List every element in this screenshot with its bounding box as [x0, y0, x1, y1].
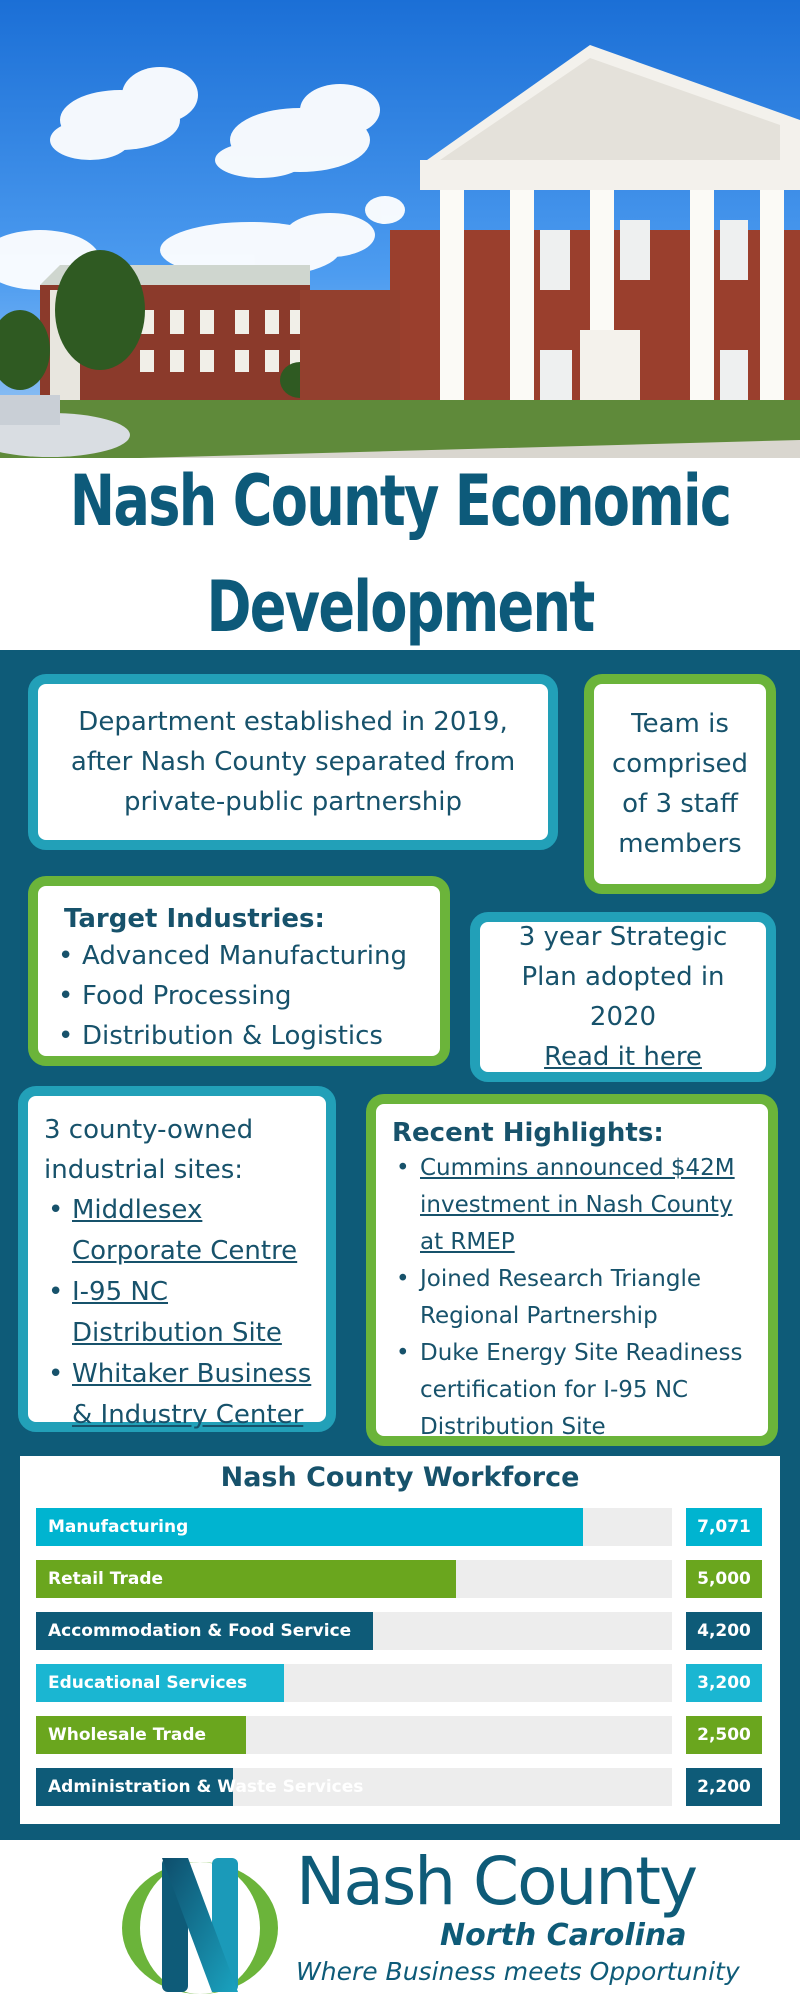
chart-bar-label: Accommodation & Food Service — [48, 1621, 352, 1641]
established-text: Department established in 2019, after Nash County separated from private-public partnership — [70, 707, 516, 817]
chart-bar-value: 2,500 — [686, 1716, 762, 1754]
hero-photo-courthouse — [0, 0, 800, 458]
chart-bar-label: Administration & Waste Services — [48, 1777, 364, 1797]
team-text: Team is comprised of 3 staff members — [612, 709, 748, 859]
chart-bar-value: 7,071 — [686, 1508, 762, 1546]
site-link-middlesex[interactable]: Middlesex Corporate Centre — [72, 1195, 298, 1266]
recent-highlights-card — [366, 1094, 778, 1446]
chart-bar-value: 4,200 — [686, 1612, 762, 1650]
list-item: • Food Processing — [54, 976, 430, 1016]
list-item: • Joined Research Triangle Regional Partnership — [392, 1261, 760, 1335]
target-industries-list — [54, 936, 430, 1056]
chart-bar-label: Manufacturing — [48, 1517, 189, 1537]
list-item: • Duke Energy Site Readiness certification for I-95 NC Distribution Site — [392, 1335, 760, 1446]
industrial-sites-heading: 3 county-owned industrial sites: — [44, 1115, 254, 1185]
highlight-link-cummins[interactable]: Cummins announced $42M investment in Nash County at RMEP — [420, 1155, 735, 1255]
chart-bar-track — [36, 1716, 672, 1754]
industrial-sites-list — [44, 1190, 318, 1436]
read-plan-link[interactable]: Read it here — [544, 1042, 702, 1072]
footer-logo — [0, 1840, 800, 2000]
target-industries-card — [28, 876, 450, 1066]
chart-bar-label: Educational Services — [48, 1673, 248, 1693]
chart-bar-row — [36, 1560, 764, 1598]
chart-bar-track — [36, 1664, 672, 1702]
nash-county-n-logo-icon — [118, 1848, 282, 1996]
chart-bar-row — [36, 1664, 764, 1702]
list-item[interactable] — [44, 1354, 318, 1436]
industrial-sites-card — [18, 1086, 336, 1432]
logo-state-name: North Carolina — [440, 1918, 687, 1953]
strategic-plan-card — [470, 912, 776, 1082]
list-item[interactable] — [44, 1190, 318, 1272]
chart-bar-value: 5,000 — [686, 1560, 762, 1598]
site-link-i95[interactable]: I-95 NC Distribution Site — [72, 1277, 282, 1348]
chart-bar-row — [36, 1612, 764, 1650]
chart-bar-value: 2,200 — [686, 1768, 762, 1806]
chart-title: Nash County Workforce — [220, 1462, 580, 1493]
title-banner — [0, 458, 800, 650]
recent-highlights-heading: Recent Highlights: — [392, 1118, 664, 1148]
chart-bar-label: Wholesale Trade — [48, 1725, 207, 1745]
target-industries-heading: Target Industries: — [64, 904, 325, 934]
chart-bar-track — [36, 1612, 672, 1650]
list-item: • Distribution & Logistics — [54, 1016, 430, 1056]
list-item[interactable] — [392, 1150, 760, 1261]
established-card — [28, 674, 558, 850]
strategic-plan-text: 3 year Strategic Plan adopted in 2020 — [518, 922, 728, 1032]
page-title: Nash County Economic Development — [69, 460, 731, 648]
workforce-chart — [20, 1456, 780, 1824]
site-link-whitaker[interactable]: Whitaker Business & Industry Center — [72, 1359, 312, 1430]
chart-bar-row — [36, 1716, 764, 1754]
chart-bar-label: Retail Trade — [48, 1569, 164, 1589]
chart-bar-track — [36, 1560, 672, 1598]
recent-highlights-list — [392, 1150, 760, 1446]
chart-bar-track — [36, 1508, 672, 1546]
logo-tagline: Where Business meets Opportunity — [296, 1957, 740, 1986]
chart-bar-row — [36, 1768, 764, 1806]
logo-county-name: Nash County — [296, 1843, 697, 1920]
chart-bar-value: 3,200 — [686, 1664, 762, 1702]
team-card — [584, 674, 776, 894]
chart-bar-track — [36, 1768, 672, 1806]
list-item[interactable] — [44, 1272, 318, 1354]
chart-bar-row — [36, 1508, 764, 1546]
list-item: • Advanced Manufacturing — [54, 936, 430, 976]
